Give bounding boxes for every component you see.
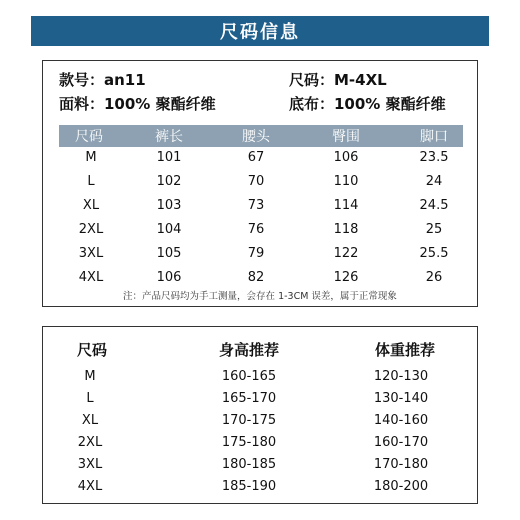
- table-row: [43, 198, 477, 220]
- table-row: [43, 391, 477, 413]
- table-cell: 110: [333, 174, 359, 189]
- header-hip: 臀围: [332, 129, 360, 145]
- recommend-box: [42, 326, 478, 504]
- table-row: [43, 479, 477, 501]
- lining-info: 底布：100% 聚酯纤维: [289, 95, 446, 113]
- table-row: [43, 246, 477, 268]
- table-cell: 126: [333, 270, 359, 285]
- table-cell: 106: [333, 150, 359, 165]
- table-cell: 180-200: [373, 479, 429, 494]
- table-cell: XL: [81, 413, 99, 428]
- measurement-note: 注：产品尺码均为手工测量，会存在 1-3CM 误差，属于正常现象: [123, 291, 397, 302]
- header-size: 尺码: [75, 129, 103, 145]
- page-title: 尺码信息: [220, 22, 300, 43]
- table-cell: M: [85, 150, 97, 165]
- table-cell: 118: [333, 222, 359, 237]
- table-cell: 2XL: [77, 435, 103, 450]
- table-cell: XL: [82, 198, 100, 213]
- table-cell: 102: [156, 174, 182, 189]
- table-cell: L: [87, 174, 95, 189]
- header-leg-opening: 脚口: [420, 129, 448, 145]
- table-cell: 106: [156, 270, 182, 285]
- table-cell: 3XL: [78, 246, 104, 261]
- table-cell: 103: [156, 198, 182, 213]
- table-row: [43, 174, 477, 196]
- table-row: [43, 413, 477, 435]
- table-cell: 180-185: [221, 457, 277, 472]
- table-cell: 79: [247, 246, 265, 261]
- header-waist: 腰头: [242, 129, 270, 145]
- table-cell: 170-180: [373, 457, 429, 472]
- header-length: 裤长: [155, 129, 183, 145]
- table-cell: 4XL: [77, 479, 103, 494]
- table-cell: 140-160: [373, 413, 429, 428]
- table-cell: 82: [247, 270, 265, 285]
- table-cell: 73: [247, 198, 265, 213]
- table-cell: 76: [247, 222, 265, 237]
- table-cell: 130-140: [373, 391, 429, 406]
- table-cell: 3XL: [77, 457, 103, 472]
- size-info-box: [42, 60, 478, 307]
- table-cell: M: [84, 369, 96, 384]
- page-title-banner: [31, 16, 489, 46]
- table-cell: 25.5: [419, 246, 449, 261]
- table-cell: 2XL: [78, 222, 104, 237]
- table-cell: 122: [333, 246, 359, 261]
- table-row: [43, 457, 477, 479]
- table-cell: 70: [247, 174, 265, 189]
- table-row: [43, 369, 477, 391]
- table-cell: 175-180: [221, 435, 277, 450]
- model-number: 款号：an11: [59, 71, 146, 89]
- table-cell: 185-190: [221, 479, 277, 494]
- table-cell: 23.5: [419, 150, 449, 165]
- header-size: 尺码: [76, 341, 108, 359]
- table-cell: 114: [333, 198, 359, 213]
- size-table-header: [59, 125, 463, 147]
- table-cell: L: [86, 391, 94, 406]
- table-row: [43, 222, 477, 244]
- table-cell: 24: [425, 174, 443, 189]
- header-weight: 体重推荐: [374, 341, 436, 359]
- table-cell: 104: [156, 222, 182, 237]
- table-cell: 101: [156, 150, 182, 165]
- fabric-info: 面料：100% 聚酯纤维: [59, 95, 216, 113]
- table-cell: 170-175: [221, 413, 277, 428]
- table-row: [43, 150, 477, 172]
- size-range: 尺码：M-4XL: [289, 71, 387, 89]
- table-cell: 120-130: [373, 369, 429, 384]
- table-cell: 26: [425, 270, 443, 285]
- header-height: 身高推荐: [218, 341, 280, 359]
- table-cell: 67: [247, 150, 265, 165]
- table-cell: 165-170: [221, 391, 277, 406]
- table-cell: 4XL: [78, 270, 104, 285]
- table-row: [43, 435, 477, 457]
- table-cell: 160-165: [221, 369, 277, 384]
- table-cell: 105: [156, 246, 182, 261]
- table-cell: 25: [425, 222, 443, 237]
- table-cell: 160-170: [373, 435, 429, 450]
- table-cell: 24.5: [419, 198, 449, 213]
